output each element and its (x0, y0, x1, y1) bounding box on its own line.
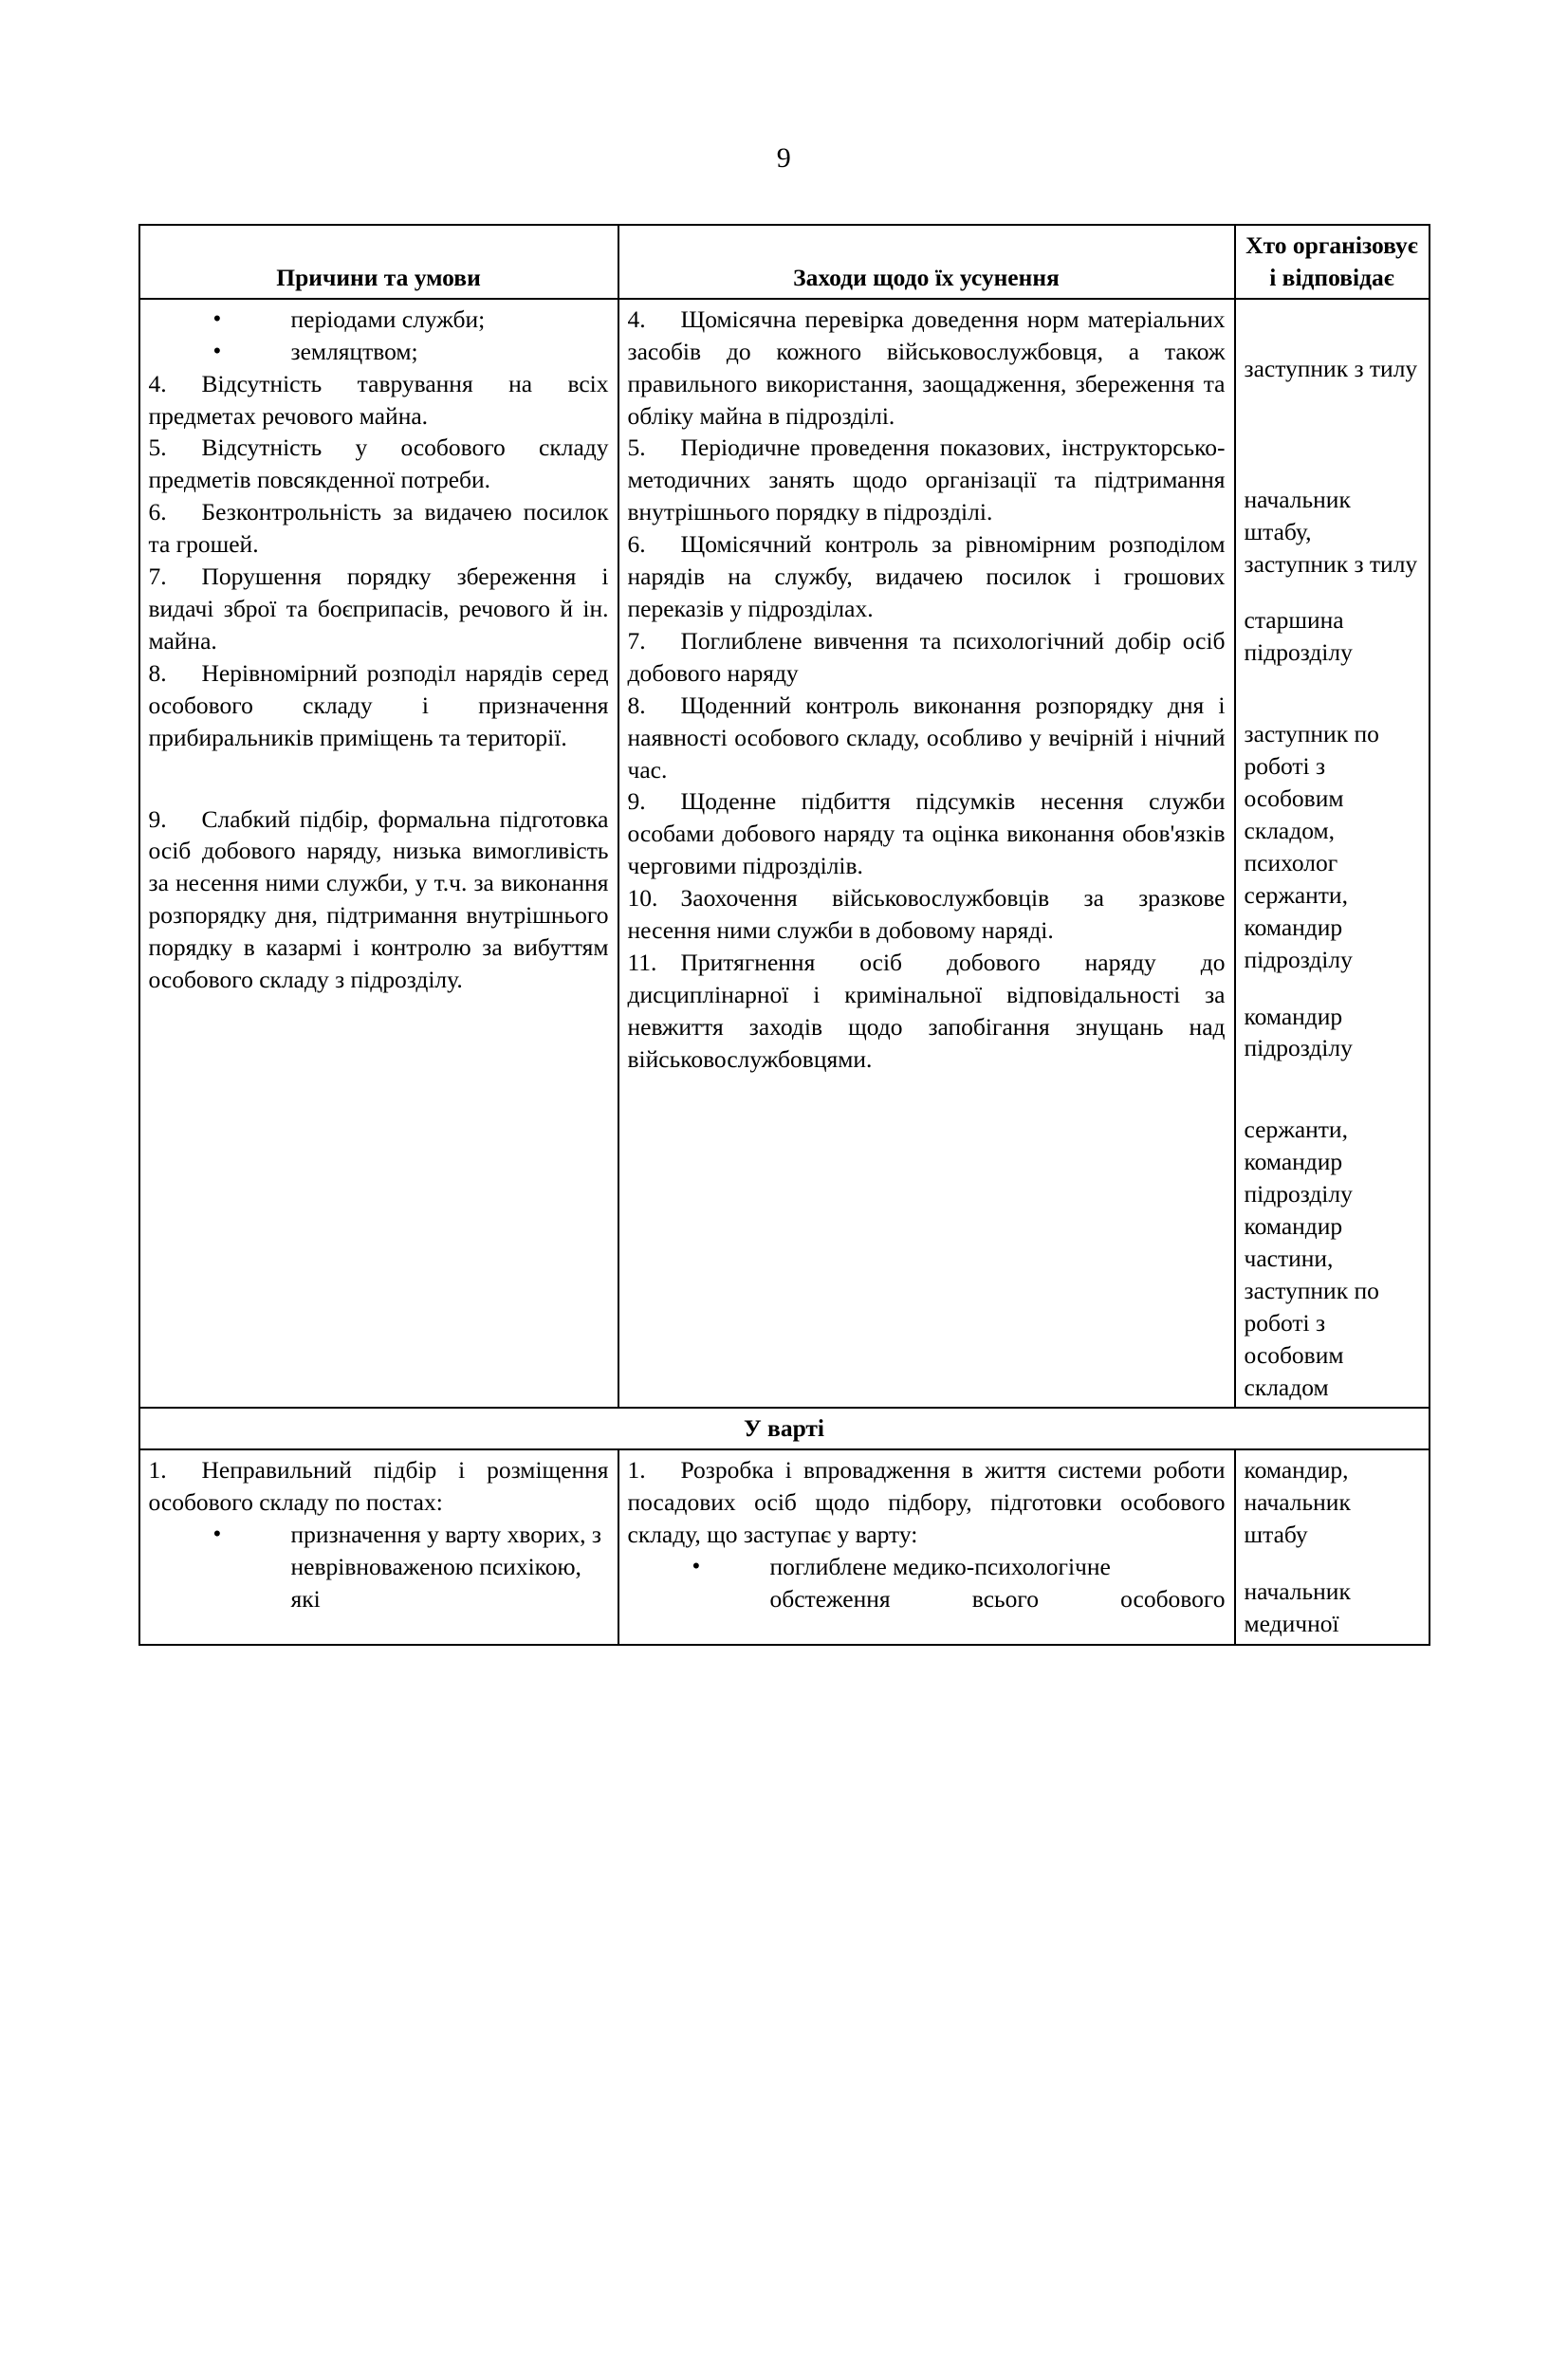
item-text: Щомісячна перевірка доведення норм матеріальних засобів до кожного військовослужбовця, а також правильного використання, заощадження, збереження та обліку майна в підрозділі. (627, 304, 1226, 430)
cell-responsible (1235, 299, 1430, 1409)
section-band-row (139, 1408, 1430, 1449)
item-text: Періодичне проведення показових, інструкторсько-методичних занять щодо організації та підтримання внутрішнього порядку в підрозділі. (627, 433, 1226, 526)
item-number: 9. (627, 787, 646, 816)
spacer (149, 779, 609, 803)
responsible-text: командир підрозділу (1244, 1002, 1353, 1062)
responsible-text: сержанти, командир підрозділу командир частини, заступник по роботі з особовим складом (1244, 1116, 1379, 1401)
numbered-item (628, 785, 1226, 882)
numbered-item (149, 657, 609, 754)
column-header-causes: Причини та умови (139, 225, 618, 299)
item-text: Нерівномірний розподіл нарядів серед особового складу і призначення прибиральників приміщень та території. (148, 658, 609, 751)
numbered-item (628, 625, 1226, 690)
item-text: Неправильний підбір і розміщення особового складу по постах: (148, 1456, 609, 1517)
item-number: 8. (627, 691, 646, 719)
numbered-item (149, 432, 609, 496)
numbered-item (149, 1454, 609, 1519)
item-number: 1. (627, 1456, 646, 1485)
spacer (1245, 304, 1420, 328)
spacer (1245, 1064, 1420, 1089)
item-number: 8. (148, 658, 167, 687)
spacer (1245, 328, 1420, 353)
responsible-text: начальник штабу, заступник з тилу (1244, 485, 1418, 578)
spacer (1245, 693, 1420, 718)
item-text: Притягнення осіб добового наряду до дисциплінарної і кримінальної відповідальності за невжиття заходів щодо запобігання знущань над військовослужбовцями. (627, 948, 1226, 1073)
item-text: Поглиблене вивчення та психологічний добір осіб добового наряду (627, 626, 1226, 687)
spacer (1245, 1089, 1420, 1114)
item-number: 6. (148, 498, 167, 526)
numbered-item (628, 528, 1226, 625)
spacer (1245, 976, 1420, 1001)
list-item: • періодами служби; (149, 304, 609, 336)
numbered-item (149, 561, 609, 657)
spacer (1245, 1551, 1420, 1576)
cell-measures (618, 1449, 1235, 1645)
spacer (1245, 410, 1420, 434)
item-number: 5. (148, 433, 167, 462)
item-text: Щоденне підбиття підсумків несення служби особами добового наряду та оцінка виконання обов'язків черговими підрозділів. (627, 787, 1226, 880)
item-text: Відсутність у особового складу предметів повсякденної потреби. (148, 433, 609, 494)
list-item: • земляцтвом; (149, 336, 609, 368)
numbered-item (149, 803, 609, 996)
item-text: Слабкий підбір, формальна підготовка осіб добового наряду, низька вимогливість за несення ними служби, у т.ч. за виконання розпорядку дня, підтримання внутрішнього порядку в казармі і контролю за вибуттям особового складу з підрозділу. (148, 804, 609, 994)
causes-bullet-list (149, 1519, 609, 1615)
causes-measures-table (138, 224, 1430, 1646)
item-number: 1. (148, 1456, 167, 1485)
item-number: 7. (148, 563, 167, 591)
column-header-responsible: Хто організовує і відповідає (1235, 225, 1430, 299)
item-number: 7. (627, 626, 646, 655)
section-band-label: У варті (139, 1408, 1430, 1449)
item-text: Безконтрольність за видачею посилок та грошей. (148, 498, 609, 559)
item-number: 5. (627, 433, 646, 462)
numbered-item (628, 304, 1226, 433)
spacer (149, 754, 609, 779)
item-text: Відсутність таврування на всіх предметах речового майна. (148, 369, 609, 430)
spacer (1245, 434, 1420, 459)
column-header-measures: Заходи щодо їх усунення (618, 225, 1235, 299)
measures-bullet-list (628, 1551, 1226, 1615)
item-text: Заохочення військовослужбовців за зразкове несення ними служби в добовому наряді. (627, 884, 1226, 945)
spacer (1245, 669, 1420, 693)
numbered-item (149, 368, 609, 433)
cell-causes (139, 299, 618, 1409)
numbered-item (628, 882, 1226, 947)
cell-responsible (1235, 1449, 1430, 1645)
item-text: Розробка і впровадження в життя системи роботи посадових осіб щодо підбору, підготовки особового складу, що заступає у варту: (627, 1456, 1226, 1549)
responsible-text: старшина підрозділу (1244, 606, 1353, 667)
numbered-item (628, 690, 1226, 786)
item-text: Порушення порядку збереження і видачі зброї та боєприпасів, речового й ін. майна. (148, 563, 609, 655)
responsible-text: заступник по роботі з особовим складом, психолог сержанти, командир підрозділу (1244, 720, 1379, 973)
item-number: 10. (627, 884, 658, 913)
cell-measures (618, 299, 1235, 1409)
item-number: 11. (627, 948, 657, 976)
numbered-item (628, 432, 1226, 528)
item-number: 4. (627, 304, 646, 333)
spacer (1245, 459, 1420, 484)
list-item: • призначення у варту хворих, з неврівноваженою психікою, які (149, 1519, 609, 1615)
item-number: 6. (627, 530, 646, 559)
causes-bullet-list (149, 304, 609, 368)
item-text: Щомісячний контроль за рівномірним розподілом нарядів на службу, видачею посилок і грошових переказів у підрозділах. (627, 530, 1226, 622)
responsible-text: командир, начальник штабу (1244, 1456, 1351, 1549)
item-text: Щоденний контроль виконання розпорядку дня і наявності особового складу, особливо у вечірній і нічний час. (627, 691, 1226, 784)
numbered-item (628, 1454, 1226, 1551)
page-number: 9 (776, 142, 792, 174)
spacer (1245, 580, 1420, 604)
table-row (139, 1449, 1430, 1645)
cell-causes (139, 1449, 618, 1645)
spacer (1245, 385, 1420, 410)
document-page (0, 142, 1568, 2361)
list-item: • поглиблене медико-психологічне обстеження всього особового (628, 1551, 1226, 1615)
responsible-text: начальник медичної (1244, 1577, 1351, 1637)
item-number: 9. (148, 804, 167, 833)
responsible-text: заступник з тилу (1244, 354, 1418, 382)
table-row (139, 299, 1430, 1409)
numbered-item (628, 947, 1226, 1076)
numbered-item (149, 496, 609, 561)
item-number: 4. (148, 369, 167, 397)
table-header-row (139, 225, 1430, 299)
